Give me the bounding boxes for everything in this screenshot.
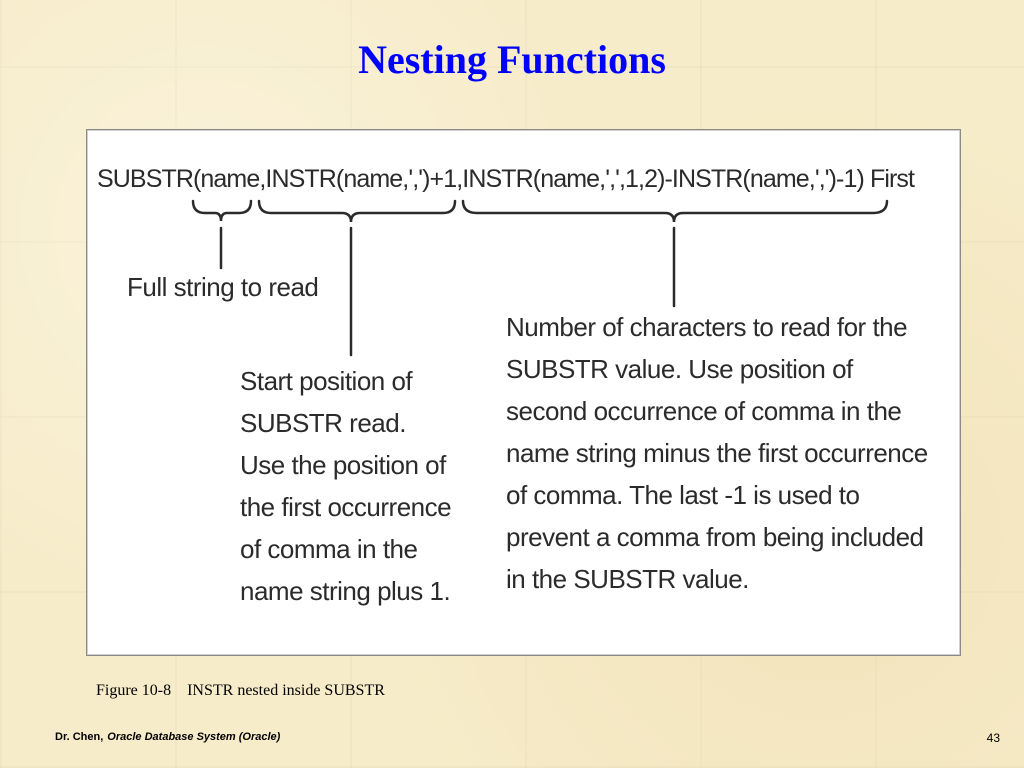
annotation-line: of comma in the	[240, 534, 418, 564]
annotation-line: Start position of	[240, 366, 413, 396]
figure-caption: Figure 10-8 INSTR nested inside SUBSTR	[96, 682, 385, 699]
footer-author: Dr. Chen,	[55, 731, 104, 743]
brace-start-position	[259, 201, 455, 222]
annotation-line: name string minus the first occurrence	[506, 438, 928, 468]
formula-text: SUBSTR(name,INSTR(name,',')+1,INSTR(name,',',1,2)-INSTR(name,',')-1) First	[97, 165, 915, 193]
footer-credit	[55, 731, 280, 743]
brace-full-string	[193, 201, 251, 221]
annotation-line: Number of characters to read for the	[506, 312, 908, 342]
annotation-line: Use the position of	[240, 450, 446, 480]
annotation-line: in the SUBSTR value.	[506, 564, 749, 594]
annotation-line: second occurrence of comma in the	[506, 396, 902, 426]
annotation-line: name string plus 1.	[240, 576, 451, 606]
annotation-line: SUBSTR value. Use position of	[506, 354, 853, 384]
annotation-full-string: Full string to read	[127, 272, 319, 302]
slide-title: Nesting Functions	[358, 37, 666, 82]
annotation-line: of comma. The last -1 is used to	[506, 480, 860, 510]
annotation-line: the first occurrence	[240, 492, 452, 522]
footer-book-title: Oracle Database System (Oracle)	[107, 731, 281, 743]
annotation-start-position	[240, 360, 451, 612]
brace-length	[463, 201, 887, 222]
annotation-length	[506, 306, 928, 600]
annotation-line: SUBSTR read.	[240, 408, 406, 438]
annotation-line: prevent a comma from being included	[506, 522, 924, 552]
page-number: 43	[986, 731, 1000, 745]
figure-panel	[86, 129, 961, 656]
